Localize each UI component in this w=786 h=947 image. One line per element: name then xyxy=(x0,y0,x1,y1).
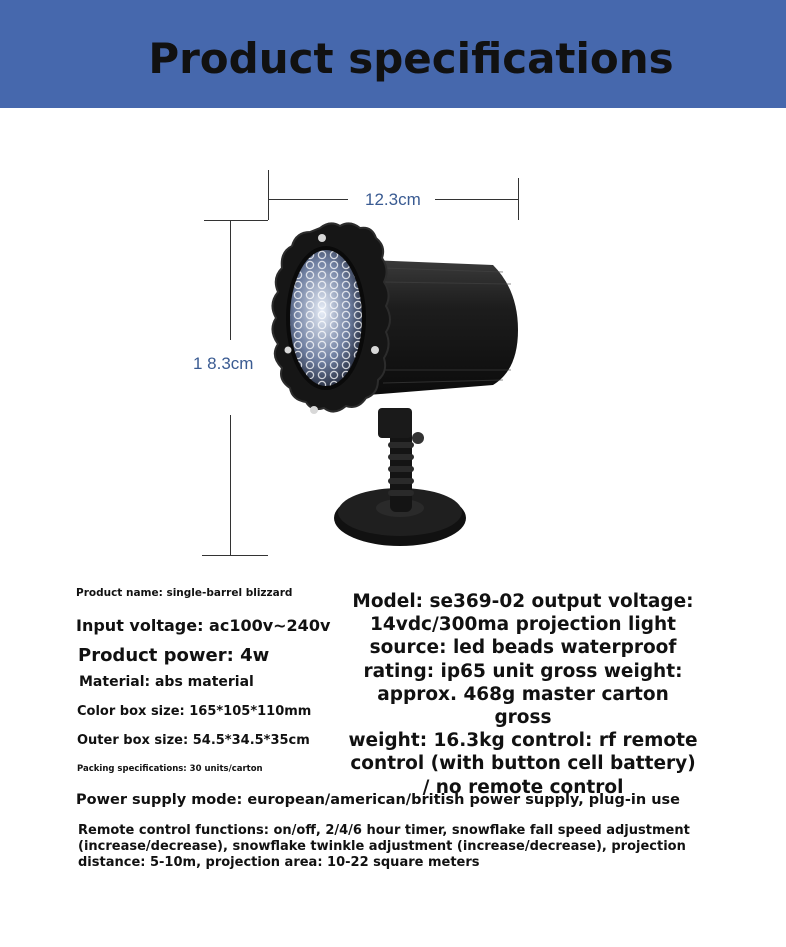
model-spec-line: rating: ip65 unit gross weight: xyxy=(363,660,683,682)
spec-product-name: Product name: single-barrel blizzard xyxy=(76,587,293,599)
header-banner xyxy=(0,0,786,108)
model-spec-block xyxy=(346,590,700,799)
width-dimension-line-right xyxy=(435,199,518,200)
model-spec-line: / no remote control xyxy=(422,776,624,798)
height-dimension-tick-top xyxy=(204,220,268,221)
model-spec-line: 14vdc/300ma projection light xyxy=(370,614,676,636)
spec-color-box-size: Color box size: 165*105*110mm xyxy=(77,704,312,719)
projector-product-image xyxy=(268,220,518,560)
spec-packing: Packing specifications: 30 units/carton xyxy=(77,764,263,774)
page-title: Product specifications xyxy=(148,34,674,83)
width-dimension-line-left xyxy=(268,199,348,200)
model-spec-line: approx. 468g master carton gross xyxy=(377,683,669,729)
height-dimension-line-bottom xyxy=(230,415,231,555)
spec-power-supply: Power supply mode: european/american/british power supply, plug-in use xyxy=(76,792,681,808)
remote-functions-line: Remote control functions: on/off, 2/4/6 hour timer, snowflake fall speed adjustment xyxy=(78,823,690,838)
spec-product-power: Product power: 4w xyxy=(78,645,270,666)
height-dimension-line-top xyxy=(230,220,231,340)
height-dimension-tick-bottom xyxy=(202,555,268,556)
height-dimension-label: 1 8.3cm xyxy=(193,354,254,373)
width-dimension-tick-right xyxy=(518,178,519,220)
remote-functions-block xyxy=(78,823,718,871)
spec-outer-box-size: Outer box size: 54.5*34.5*35cm xyxy=(77,733,310,748)
model-spec-line: Model: se369-02 output voltage: xyxy=(352,591,694,612)
model-spec-line: source: led beads waterproof xyxy=(369,637,677,659)
spec-material: Material: abs material xyxy=(79,674,254,690)
remote-functions-line: (increase/decrease), snowflake twinkle adjustment (increase/decrease), projection xyxy=(78,839,686,854)
width-dimension-tick-left xyxy=(268,170,269,220)
width-dimension-label: 12.3cm xyxy=(365,190,421,209)
spec-input-voltage: Input voltage: ac100v~240v xyxy=(76,616,331,635)
remote-functions-line: distance: 5-10m, projection area: 10-22 square meters xyxy=(78,855,480,870)
model-spec-line: control (with button cell battery) xyxy=(350,753,696,775)
model-spec-line: weight: 16.3kg control: rf remote xyxy=(348,730,698,752)
